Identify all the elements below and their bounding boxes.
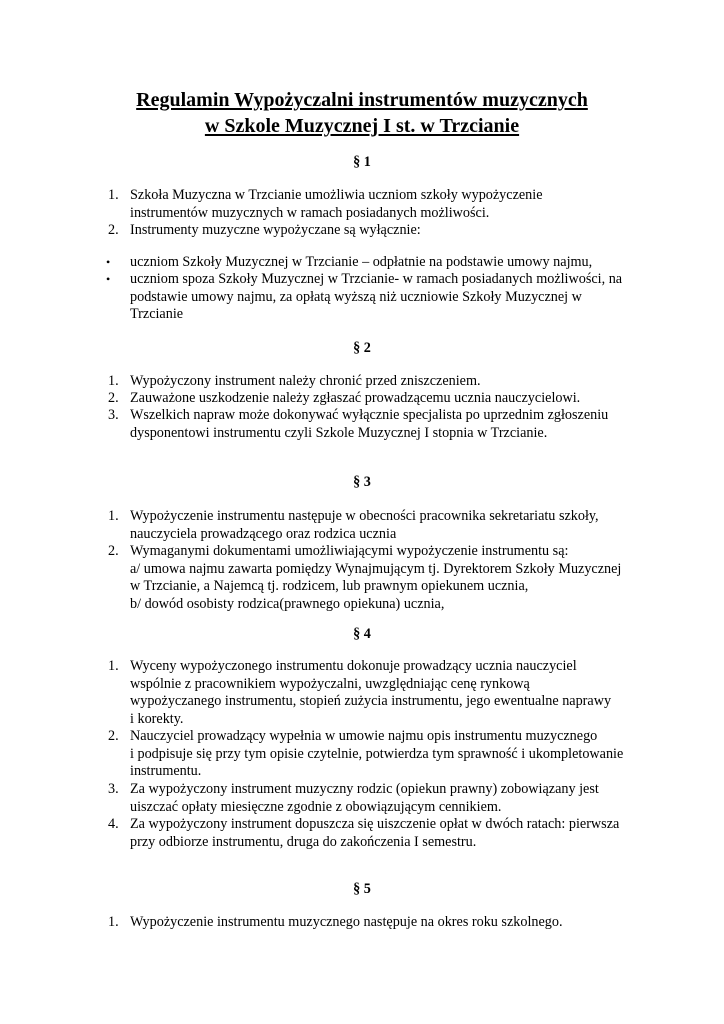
item-text-line: Instrumenty muzyczne wypożyczane są wyłącznie: (130, 222, 421, 238)
item-text (130, 407, 650, 442)
section-5-heading: § 5 (353, 881, 371, 897)
item-number: 2. (108, 222, 119, 238)
item-text-line: Za wypożyczony instrument dopuszcza się uiszczenie opłat w dwóch ratach: pierwsza (130, 816, 620, 832)
item-text-line: wspólnie z pracownikiem wypożyczalni, uwzględniając cenę rynkową (130, 675, 530, 692)
item-text-line: b/ dowód osobisty rodzica(prawnego opiekuna) ucznia, (130, 595, 445, 612)
item-text-line: i korekty. (130, 710, 184, 727)
item-number: 3. (108, 781, 119, 797)
item-text-line: wypożyczanego instrumentu, stopień zużycia instrumentu, jego ewentualne naprawy (130, 693, 612, 710)
item-text (130, 390, 650, 408)
item-text-line: Wyceny wypożyczonego instrumentu dokonuje prowadzący ucznia nauczyciel (130, 658, 577, 674)
item-text (130, 222, 650, 240)
bullet-text-line: uczniom spoza Szkoły Muzycznej w Trzcianie- w ramach posiadanych możliwości, na (130, 271, 623, 287)
item-number: 1. (108, 658, 119, 674)
item-text-line: w Trzcianie, a Najemcą tj. rodzicem, lub prawnym opiekunem ucznia, (130, 578, 529, 595)
bullet-text (130, 271, 650, 324)
item-number: 2. (108, 390, 119, 406)
bullet-text-line: Trzcianie (130, 306, 184, 323)
item-text-line: nauczyciela prowadzącego oraz rodzica ucznia (130, 525, 397, 542)
item-text (130, 658, 650, 728)
item-text (130, 543, 650, 613)
item-text (130, 373, 650, 391)
item-text (130, 728, 650, 781)
section-3-heading: § 3 (353, 474, 371, 490)
item-text-line: Wszelkich napraw może dokonywać wyłącznie specjalista po uprzednim zgłoszeniu (130, 407, 609, 423)
section-2-heading: § 2 (353, 340, 371, 356)
item-number: 3. (108, 407, 119, 423)
item-number: 4. (108, 816, 119, 832)
bullet-icon: • (106, 255, 111, 269)
bullet-text-line: podstawie umowy najmu, za opłatą wyższą niż uczniowie Szkoły Muzycznej w (130, 288, 582, 305)
item-text (130, 816, 650, 851)
item-number: 2. (108, 728, 119, 744)
item-number: 2. (108, 543, 119, 559)
item-text-line: Za wypożyczony instrument muzyczny rodzic (opiekun prawny) zobowiązany jest (130, 781, 599, 797)
item-text-line: a/ umowa najmu zawarta pomiędzy Wynajmującym tj. Dyrektorem Szkoły Muzycznej (130, 560, 622, 577)
item-text-line: Szkoła Muzyczna w Trzcianie umożliwia uczniom szkoły wypożyczenie (130, 187, 543, 203)
document-title-line-2: w Szkole Muzycznej I st. w Trzcianie (204, 115, 520, 137)
item-text-line: instrumentów muzycznych w ramach posiadanych możliwości. (130, 204, 490, 221)
item-number: 1. (108, 187, 119, 203)
item-text-line: uiszczać opłaty miesięczne zgodnie z obowiązującym cennikiem. (130, 798, 502, 815)
item-text-line: Wymaganymi dokumentami umożliwiającymi wypożyczenie instrumentu są: (130, 543, 569, 559)
item-text-line: Wypożyczenie instrumentu następuje w obecności pracownika sekretariatu szkoły, (130, 508, 599, 524)
bullet-text (130, 254, 650, 272)
item-text (130, 508, 650, 543)
bullet-icon: • (106, 272, 111, 286)
item-text-line: Zauważone uszkodzenie należy zgłaszać prowadzącemu ucznia nauczycielowi. (130, 390, 581, 406)
item-text (130, 781, 650, 816)
item-number: 1. (108, 373, 119, 389)
item-text-line: przy odbiorze instrumentu, druga do zakończenia I semestru. (130, 833, 477, 850)
document-title-line-1: Regulamin Wypożyczalni instrumentów muzycznych (136, 89, 588, 111)
item-text-line: Nauczyciel prowadzący wypełnia w umowie najmu opis instrumentu muzycznego (130, 728, 598, 744)
item-number: 1. (108, 508, 119, 524)
item-text-line: dysponentowi instrumentu czyli Szkole Muzycznej I stopnia w Trzcianie. (130, 424, 548, 441)
item-text-line: Wypożyczenie instrumentu muzycznego następuje na okres roku szkolnego. (130, 914, 563, 930)
item-number: 1. (108, 914, 119, 930)
item-text (130, 914, 650, 932)
item-text-line: i podpisuje się przy tym opisie czytelnie, potwierdza tym sprawność i ukompletowanie (130, 745, 624, 762)
item-text (130, 187, 650, 222)
item-text-line: instrumentu. (130, 763, 202, 780)
section-4-heading: § 4 (353, 626, 371, 642)
section-1-heading: § 1 (353, 154, 371, 170)
item-text-line: Wypożyczony instrument należy chronić przed zniszczeniem. (130, 373, 481, 389)
bullet-text-line: uczniom Szkoły Muzycznej w Trzcianie – odpłatnie na podstawie umowy najmu, (130, 254, 593, 270)
